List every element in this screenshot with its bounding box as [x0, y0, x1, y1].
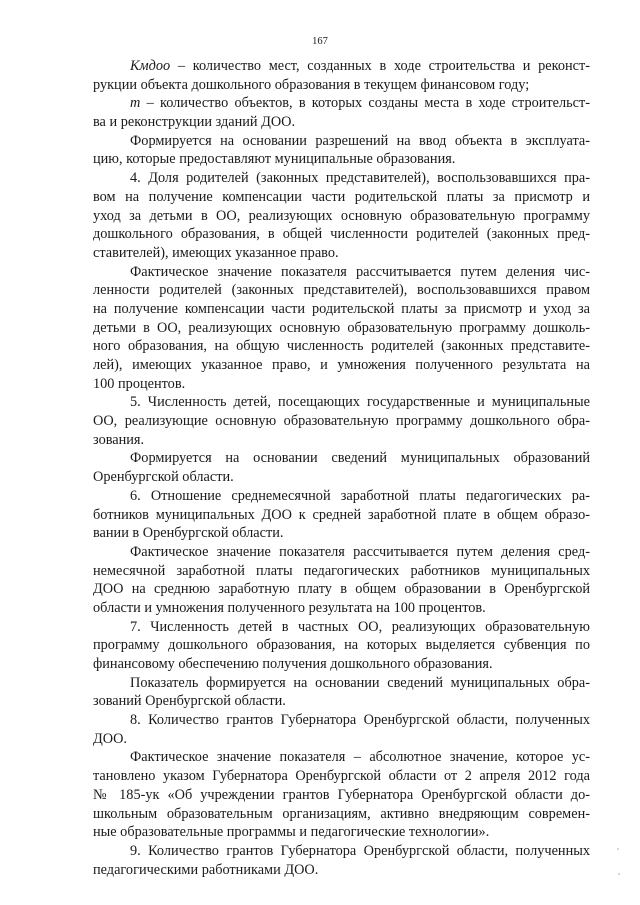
line-text: ДОО на среднюю заработную плату в общем образовании в Оренбургской: [93, 581, 590, 598]
paragraph-line: [93, 431, 590, 450]
paragraph-first-line: [93, 393, 590, 412]
document-body: [93, 57, 590, 879]
paragraph-first-line: [93, 263, 590, 282]
paragraph-line: [93, 562, 590, 581]
paragraph-first-line: [93, 543, 590, 562]
line-text: Фактическое значение показателя рассчитывается путем деления чис-: [130, 263, 590, 280]
scan-speck: [617, 848, 619, 850]
paragraph-first-line: [93, 132, 590, 151]
paragraph-line: [93, 524, 590, 543]
paragraph-line: [93, 356, 590, 375]
line-text: 100 процентов.: [93, 375, 186, 392]
line-text: 8. Количество грантов Губернатора Оренбургской области, полученных: [130, 712, 590, 729]
line-text: № 185-ук «Об учреждении грантов Губернатора Оренбургской области до-: [93, 786, 590, 803]
line-text: Формируется на основании разрешений на ввод объекта в эксплуата-: [130, 132, 590, 149]
scan-speck: [618, 873, 620, 875]
paragraph-line: [93, 636, 590, 655]
line-text: ОО, реализующие основную образовательную программу дошкольного обра-: [93, 413, 590, 430]
paragraph-line: [93, 692, 590, 711]
paragraph-line: [93, 412, 590, 431]
line-text: Показатель формируется на основании сведений муниципальных обра-: [130, 674, 590, 691]
line-text: рукции объекта дошкольного образования в текущем финансовом году;: [93, 76, 530, 93]
paragraph-line: [93, 188, 590, 207]
line-text: 6. Отношение среднемесячной заработной платы педагогических ра-: [130, 487, 590, 504]
line-text: немесячной заработной платы педагогических работников муниципальных: [93, 562, 590, 579]
line-text: ные образовательные программы и педагогические технологии».: [93, 824, 490, 841]
paragraph-line: [93, 319, 590, 338]
line-text: Фактическое значение показателя рассчитывается путем деления сред-: [130, 543, 590, 560]
line-text: вании в Оренбургской области.: [93, 525, 284, 542]
paragraph-first-line: [93, 487, 590, 506]
paragraph-first-line: [93, 94, 590, 113]
paragraph-line: [93, 786, 590, 805]
paragraph-line: [93, 150, 590, 169]
line-text: ботников муниципальных ДОО к средней заработной плате в общем образо-: [93, 506, 590, 523]
line-text: ного образования, на общую численность родителей (законных представите-: [93, 338, 590, 355]
line-text: дошкольного образования, в общей численности родителей (законных пред-: [93, 226, 590, 243]
line-text: – количество мест, созданных в ходе строительства и реконст-: [170, 58, 590, 74]
paragraph-line: [93, 506, 590, 525]
paragraph-first-line: [93, 748, 590, 767]
line-text: Фактическое значение показателя – абсолютное значение, которое ус-: [130, 749, 590, 766]
variable-symbol: m: [130, 95, 141, 112]
line-text: ленности родителей (законных представителей), воспользовавшихся правом: [93, 282, 590, 299]
line-text: на получение компенсации части родительской платы за присмотр и уход за: [93, 300, 590, 317]
line-text: школьным образовательным организациям, активно внедряющим современ-: [93, 805, 590, 822]
line-text: – количество объектов, в которых созданы места в ходе строительст-: [140, 95, 590, 112]
paragraph-line: [93, 337, 590, 356]
paragraph-line: [93, 113, 590, 132]
paragraph-first-line: [93, 711, 590, 730]
line-text: 7. Численность детей в частных ОО, реализующих образовательную: [130, 618, 590, 635]
paragraph-line: [93, 805, 590, 824]
line-text: зований Оренбургской области.: [93, 693, 286, 710]
paragraph-line: [93, 861, 590, 880]
paragraph-first-line: [93, 842, 590, 861]
line-text: детьми в ОО, реализующих основную образовательную программу дошколь-: [93, 319, 590, 336]
paragraph-line: [93, 207, 590, 226]
line-text: 4. Доля родителей (законных представителей), воспользовавшихся пра-: [130, 170, 590, 187]
line-text: финансовому обеспечению получения дошкольного образования.: [93, 656, 493, 672]
line-text: уход за детьми в ОО, реализующих основную образовательную программу: [93, 207, 590, 224]
paragraph-line: [93, 730, 590, 749]
paragraph-line: [93, 468, 590, 487]
line-text: цию, которые предоставляют муниципальные образования.: [93, 151, 456, 168]
paragraph-line: [93, 225, 590, 244]
line-text: тановлено указом Губернатора Оренбургской области от 2 апреля 2012 года: [93, 768, 590, 785]
paragraph-line: [93, 655, 590, 674]
line-text: программу дошкольного образования, на которых выделяется субвенция по: [93, 637, 590, 654]
paragraph-first-line: [93, 674, 590, 693]
paragraph-line: [93, 281, 590, 300]
paragraph-first-line: [93, 57, 590, 76]
paragraph-first-line: [93, 449, 590, 468]
line-text: лей), имеющих указанное право, и умножения полученного результата на: [93, 357, 590, 373]
paragraph-line: [93, 599, 590, 618]
line-text: ДОО.: [93, 730, 127, 747]
paragraph-first-line: [93, 169, 590, 188]
line-text: Формируется на основании сведений муниципальных образований: [130, 450, 590, 467]
paragraph-line: [93, 767, 590, 786]
line-text: ставителей), имеющих указанное право.: [93, 244, 339, 261]
line-text: педагогическими работниками ДОО.: [93, 861, 319, 878]
variable-symbol: Kмдоо: [130, 58, 171, 74]
page-number: 167: [312, 36, 328, 47]
paragraph-line: [93, 76, 590, 95]
line-text: области и умножения полученного результата на 100 процентов.: [93, 599, 486, 616]
line-text: вом на получение компенсации части родительской платы за присмотр и: [93, 188, 590, 205]
paragraph-line: [93, 823, 590, 842]
line-text: 9. Количество грантов Губернатора Оренбургской области, полученных: [130, 842, 590, 859]
line-text: ва и реконструкции зданий ДОО.: [93, 114, 296, 131]
line-text: Оренбургской области.: [93, 469, 234, 486]
paragraph-line: [93, 300, 590, 319]
paragraph-line: [93, 244, 590, 263]
paragraph-line: [93, 375, 590, 394]
paragraph-first-line: [93, 618, 590, 637]
paragraph-line: [93, 580, 590, 599]
line-text: 5. Численность детей, посещающих государственные и муниципальные: [130, 394, 590, 411]
line-text: зования.: [93, 431, 145, 448]
